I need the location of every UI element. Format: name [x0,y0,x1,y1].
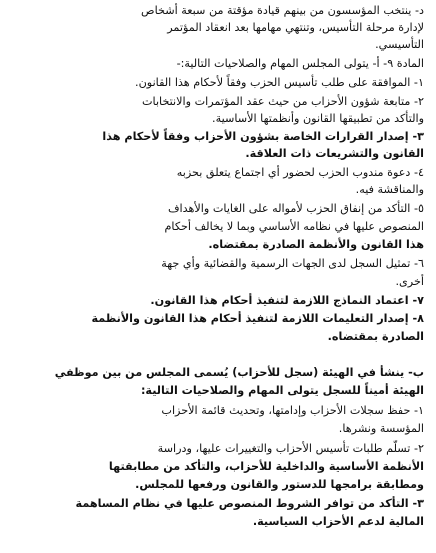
text-line: المادة ٩- أ- يتولى المجلس المهام والصلاحيات التالية:- [176,57,424,70]
text-line: ٨- إصدار التعليمات اللازمة لتنفيذ أحكام هذا القانون والأنظمة [91,312,424,325]
text-line: ٢- تسلّم طلبات تأسيس الأحزاب والتغييرات عليها، ودراسة [157,442,424,455]
text-line: التأسيسي. [375,38,424,51]
text-line: ٢- متابعة شؤون الأحزاب من حيث عقد المؤتمرات والانتخابات [142,95,424,108]
text-line: ٧- اعتماد النماذج اللازمة لتنفيذ أحكام هذا القانون. [150,294,424,307]
text-line: ٣- إصدار القرارات الخاصة بشؤون الأحزاب وفقاً لأحكام هذا [102,130,424,143]
text-line: ٣- التأكد من توافر الشروط المنصوص عليها في نظام المساهمة [75,497,424,510]
text-line: ٥- التأكد من إنفاق الحزب لأمواله على الغايات والأهداف [167,202,424,215]
text-line: ٦- تمثيل السجل لدى الجهات الرسمية والقضائية وأي جهة [161,257,424,270]
text-line: الهيئة أميناً للسجل يتولى المهام والصلاحيات التالية: [140,384,424,397]
text-line: الصادرة بمقتضاه. [327,330,424,343]
text-line: والتأكد من تطبيقها القانون وأنظمتها الأساسية. [212,112,424,125]
text-line: المنصوص عليها في نظامه الأساسي وبما لا يخالف أحكام [164,220,424,233]
text-line: المؤسسة ونشرها. [338,422,424,435]
text-line: ب- ينشأ في الهيئة (سجل للأحزاب) يُسمى المجلس من بين موظفي [54,366,424,379]
text-line: أخرى. [395,275,424,288]
text-line: ١- حفظ سجلات الأحزاب وإدامتها، وتحديث قائمة الأحزاب [161,404,424,417]
text-line [12,346,424,363]
text-line: د- ينتخب المؤسسون من بينهم قيادة مؤقتة من سبعة أشخاص [141,4,424,17]
text-line: لإدارة مرحلة التأسيس، وتنتهي مهامها بعد انعقاد المؤتمر [167,21,424,34]
text-line: ومطابقة برامجها للدستور والقانون ورفعها للمجلس. [135,478,424,491]
text-line: ١- الموافقة على طلب تأسيس الحزب وفقاً لأحكام هذا القانون. [135,76,424,89]
text-line: هذا القانون والأنظمة الصادرة بمقتضاه. [208,238,424,251]
text-line: المالية لدعم الأحزاب السياسية. [252,515,424,528]
text-line: ٤- دعوة مندوب الحزب لحضور أي اجتماع يتعلق بحزبه [176,166,424,179]
text-line: والمناقشة فيه. [355,183,424,196]
text-line: الأنظمة الأساسية والداخلية للأحزاب، والتأكد من مطابقتها [108,460,424,473]
text-line: القانون والتشريعات ذات العلاقة. [245,147,424,160]
